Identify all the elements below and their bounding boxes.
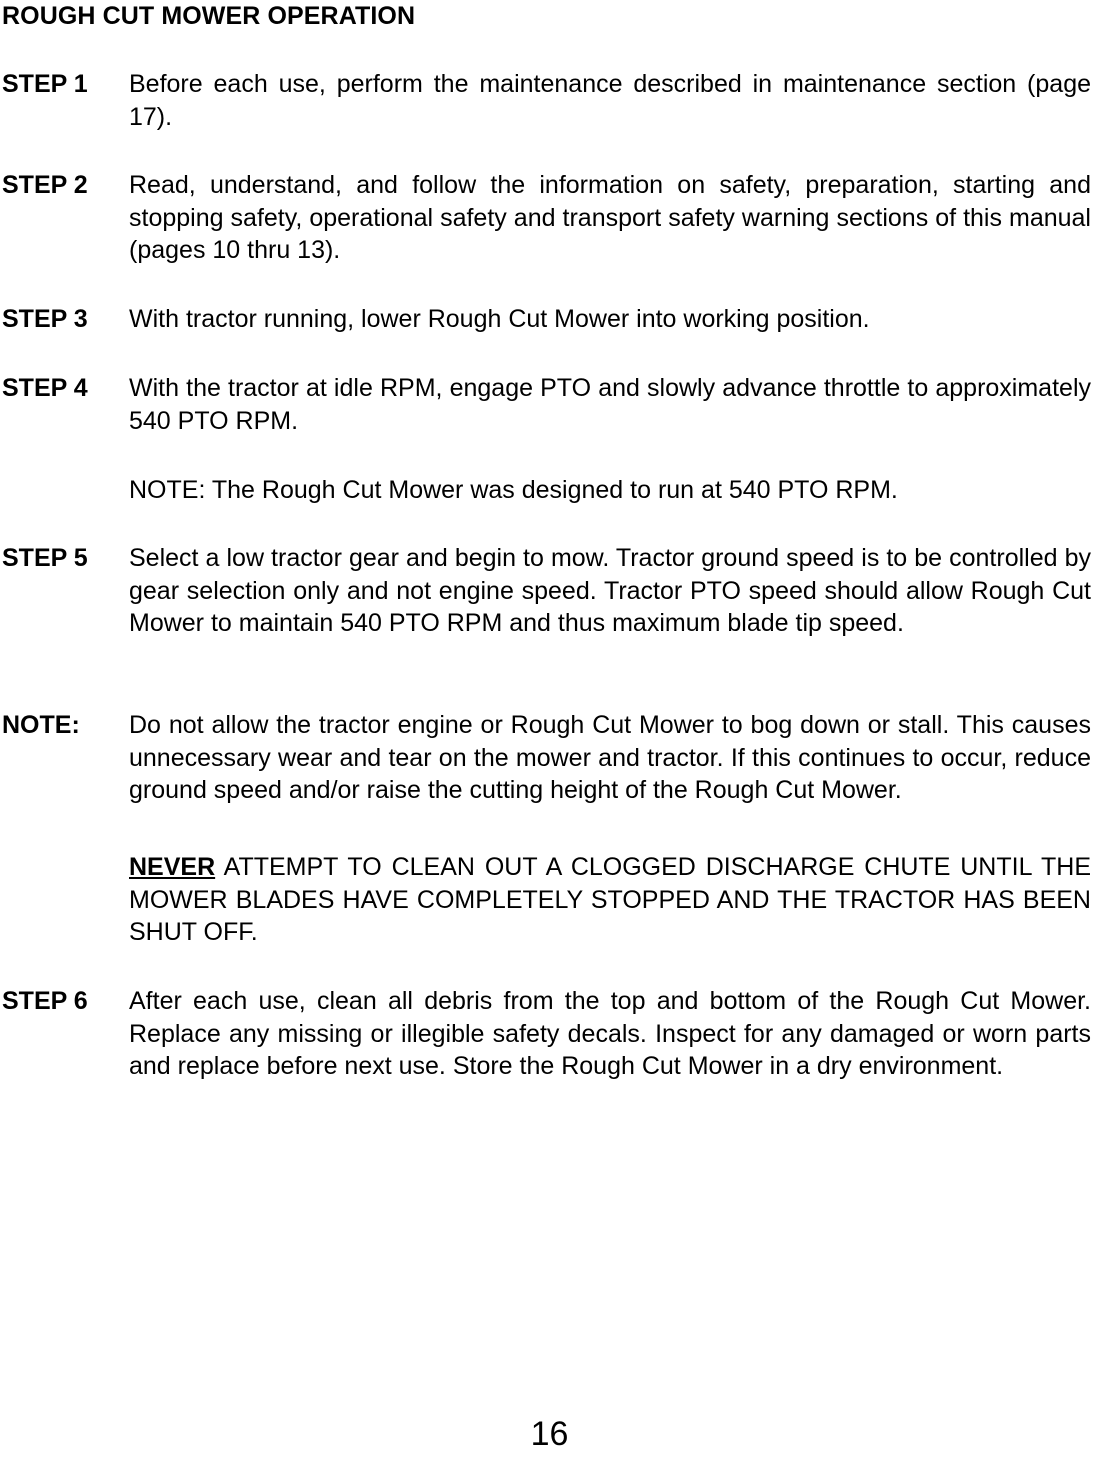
- step-label: STEP 6: [2, 987, 88, 1015]
- step-label: STEP 3: [2, 305, 88, 333]
- step-text: Before each use, perform the maintenance described in maintenance section (page 17).: [129, 70, 1091, 131]
- step-label: STEP 2: [2, 171, 88, 199]
- note-text: Do not allow the tractor engine or Rough Cut Mower to bog down or stall. This causes unnecessary wear and tear on the mower and tractor. If this continues to occur, reduce ground speed and/or raise the cutting height of the Rough Cut Mower.: [129, 711, 1091, 804]
- warning-text: [129, 851, 1091, 949]
- step-text: Select a low tractor gear and begin to mow. Tractor ground speed is to be controlled by gear selection only and not engine speed. Tractor PTO speed should allow Rough Cut Mower to maintain 540 PTO RPM and thus maximum blade tip speed.: [129, 544, 1091, 637]
- note-label: NOTE:: [2, 711, 80, 739]
- step-text: With tractor running, lower Rough Cut Mower into working position.: [129, 305, 870, 333]
- note-text: NOTE: The Rough Cut Mower was designed to run at 540 PTO RPM.: [129, 476, 898, 504]
- step-label: STEP 4: [2, 374, 88, 402]
- step-text: Read, understand, and follow the information on safety, preparation, starting and stopping safety, operational safety and transport safety warning sections of this manual (pages 10 thru 13).: [129, 171, 1091, 264]
- warning-body: ATTEMPT TO CLEAN OUT A CLOGGED DISCHARGE CHUTE UNTIL THE MOWER BLADES HAVE COMPLETELY STOPPED AND THE TRACTOR HAS BEEN SHUT OFF.: [129, 853, 1091, 946]
- step-label: STEP 1: [2, 70, 88, 98]
- warning-emphasis: NEVER: [129, 853, 216, 881]
- page-number: 16: [530, 1415, 569, 1453]
- page-title: ROUGH CUT MOWER OPERATION: [2, 2, 416, 30]
- step-label: STEP 5: [2, 544, 88, 572]
- step-text: With the tractor at idle RPM, engage PTO and slowly advance throttle to approximately 540 PTO RPM.: [129, 374, 1091, 435]
- step-text: After each use, clean all debris from the top and bottom of the Rough Cut Mower. Replace any missing or illegible safety decals. Inspect for any damaged or worn parts and replace before next use. Store the Rough Cut Mower in a dry environment.: [129, 987, 1091, 1080]
